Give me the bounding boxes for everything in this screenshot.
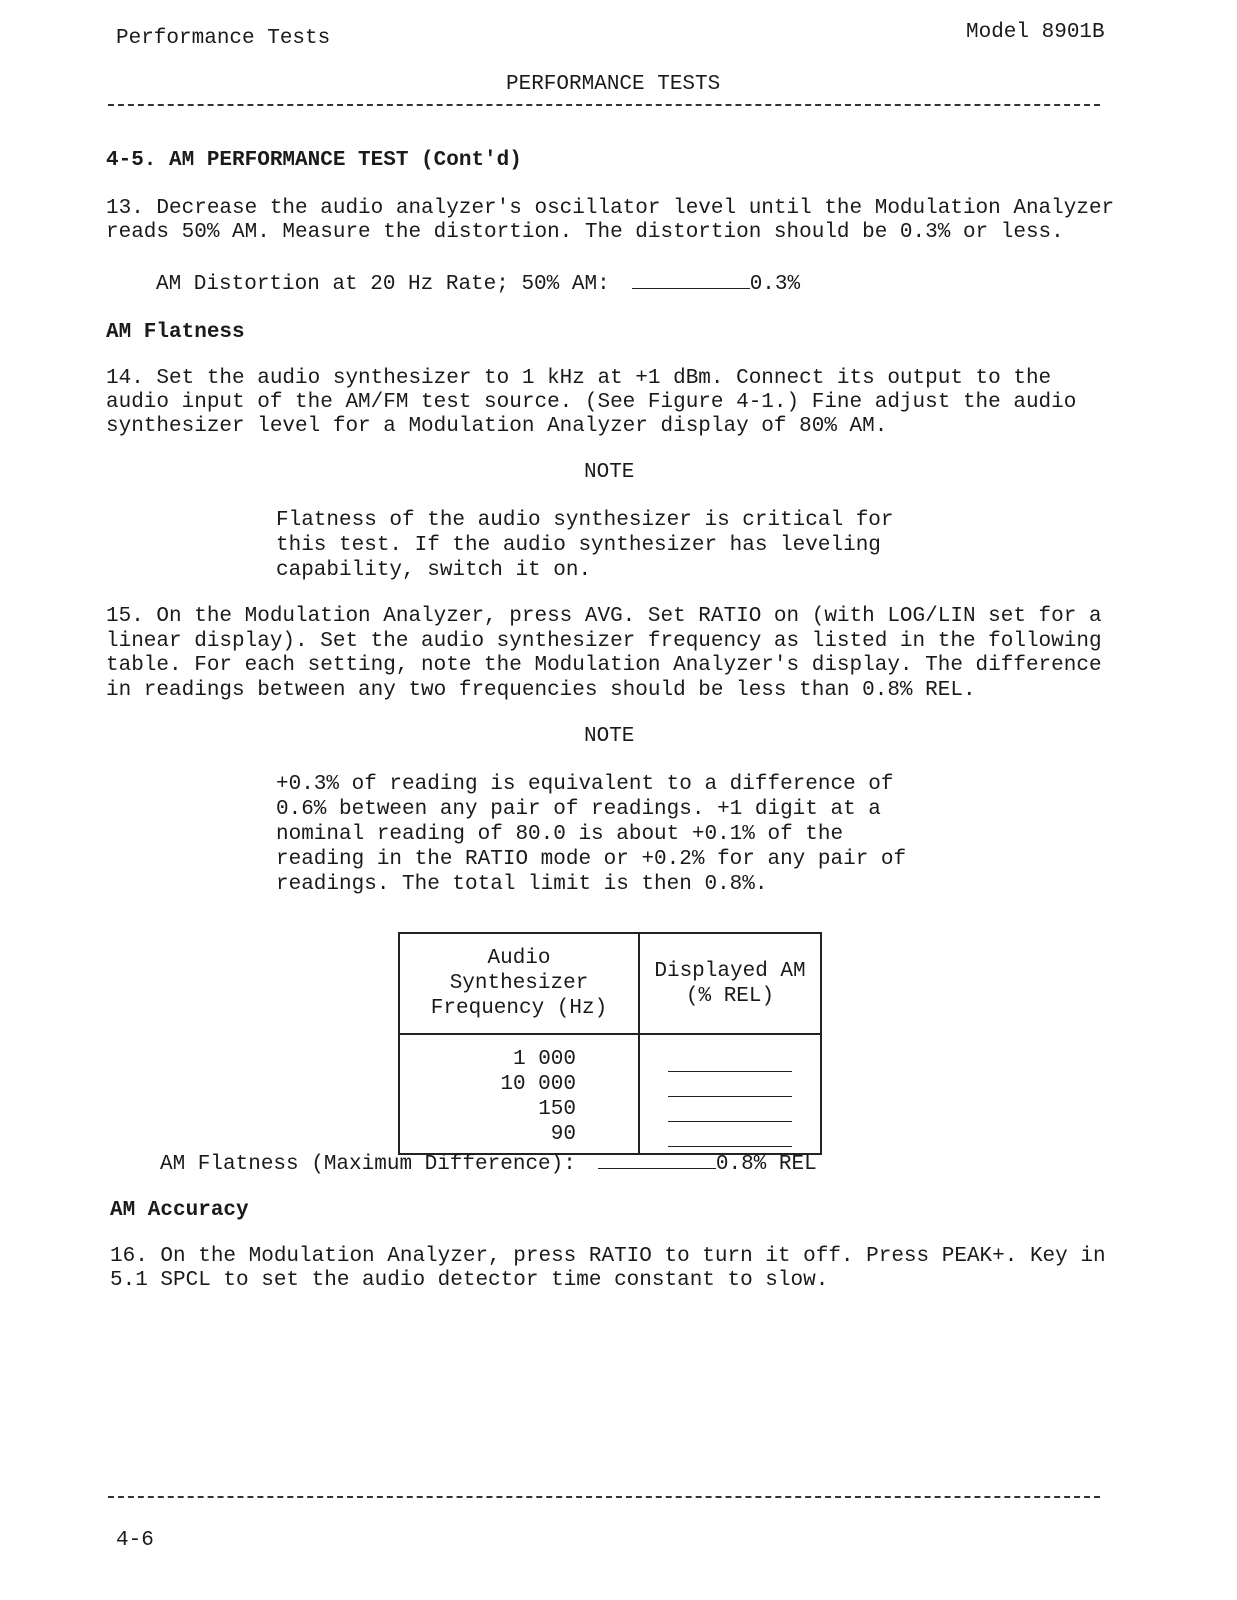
note2-line5: readings. The total limit is then 0.8%. xyxy=(276,873,768,896)
step15-line4: in readings between any two frequencies should be less than 0.8% REL. xyxy=(106,679,976,702)
table-body-row xyxy=(399,1034,821,1154)
step16-line2: 5.1 SPCL to set the audio detector time constant to slow. xyxy=(110,1269,829,1292)
note2-title: NOTE xyxy=(584,725,635,748)
note1-line1: Flatness of the audio synthesizer is critical for xyxy=(276,509,894,532)
step15-line3: table. For each setting, note the Modulation Analyzer's display. The difference xyxy=(106,654,1102,677)
step13-line2: reads 50% AM. Measure the distortion. The distortion should be 0.3% or less. xyxy=(106,221,1064,244)
step16-line1: 16. On the Modulation Analyzer, press RATIO to turn it off. Press PEAK+. Key in xyxy=(110,1245,1106,1268)
table-header-displayed-am xyxy=(639,933,821,1034)
flatness-table xyxy=(398,932,822,1155)
frequency-value: 10 000 xyxy=(500,1073,576,1096)
step15-line1: 15. On the Modulation Analyzer, press AVG. Set RATIO on (with LOG/LIN set for a xyxy=(106,605,1102,628)
table-header-displayed-am-line1: Displayed AM xyxy=(654,959,806,983)
am-flatness-heading: AM Flatness xyxy=(106,321,245,344)
displayed-am-blank-line xyxy=(668,1122,792,1147)
frequency-list xyxy=(399,1034,639,1154)
displayed-am-blank-line xyxy=(668,1097,792,1122)
flatness-result xyxy=(160,1150,817,1177)
note1-line2: this test. If the audio synthesizer has leveling xyxy=(276,534,881,557)
table-header-displayed-am-line2: (% REL) xyxy=(685,984,775,1008)
note1-line3: capability, switch it on. xyxy=(276,559,592,582)
running-header-right: Model 8901B xyxy=(966,21,1105,44)
table-header-frequency-line1: Audio Synthesizer xyxy=(449,947,589,995)
distortion-limit: 0.3% xyxy=(749,273,801,296)
flatness-label: AM Flatness (Maximum Difference): xyxy=(160,1153,576,1176)
table-header-frequency xyxy=(399,933,639,1034)
step14-line2: audio input of the AM/FM test source. (See Figure 4-1.) Fine adjust the audio xyxy=(106,391,1077,414)
page-title: PERFORMANCE TESTS xyxy=(506,73,721,96)
distortion-label: AM Distortion at 20 Hz Rate; 50% AM: xyxy=(156,273,610,296)
step14-line1: 14. Set the audio synthesizer to 1 kHz at +1 dBm. Connect its output to the xyxy=(106,367,1052,390)
header-divider xyxy=(108,104,1100,106)
displayed-am-blank-line xyxy=(668,1072,792,1097)
am-accuracy-heading: AM Accuracy xyxy=(110,1199,249,1222)
frequency-value: 1 000 xyxy=(512,1048,576,1071)
frequency-value: 90 xyxy=(550,1123,576,1146)
page-number: 4-6 xyxy=(116,1529,154,1552)
note2-line3: nominal reading of 80.0 is about +0.1% of the xyxy=(276,823,844,846)
step14-line3: synthesizer level for a Modulation Analyzer display of 80% AM. xyxy=(106,415,888,438)
running-header-left: Performance Tests xyxy=(116,27,331,50)
flatness-blank-line xyxy=(598,1150,716,1169)
step13-line1: 13. Decrease the audio analyzer's oscillator level until the Modulation Analyzer xyxy=(106,197,1115,220)
footer-divider xyxy=(108,1496,1100,1498)
section-title: 4-5. AM PERFORMANCE TEST (Cont'd) xyxy=(106,149,522,172)
flatness-limit: 0.8% REL xyxy=(715,1153,817,1176)
table-header-row xyxy=(399,933,821,1034)
note2-line1: +0.3% of reading is equivalent to a difference of xyxy=(276,773,894,796)
table-header-frequency-line2: Frequency (Hz) xyxy=(430,997,608,1020)
displayed-am-blanks xyxy=(639,1034,821,1154)
displayed-am-blank-line xyxy=(668,1047,792,1072)
note2-line2: 0.6% between any pair of readings. +1 digit at a xyxy=(276,798,881,821)
distortion-blank-line xyxy=(632,270,750,289)
note2-line4: reading in the RATIO mode or +0.2% for any pair of xyxy=(276,848,907,871)
step15-line2: linear display). Set the audio synthesizer frequency as listed in the following xyxy=(106,630,1102,653)
frequency-value: 150 xyxy=(538,1098,576,1121)
note1-title: NOTE xyxy=(584,461,635,484)
distortion-result xyxy=(156,270,800,297)
